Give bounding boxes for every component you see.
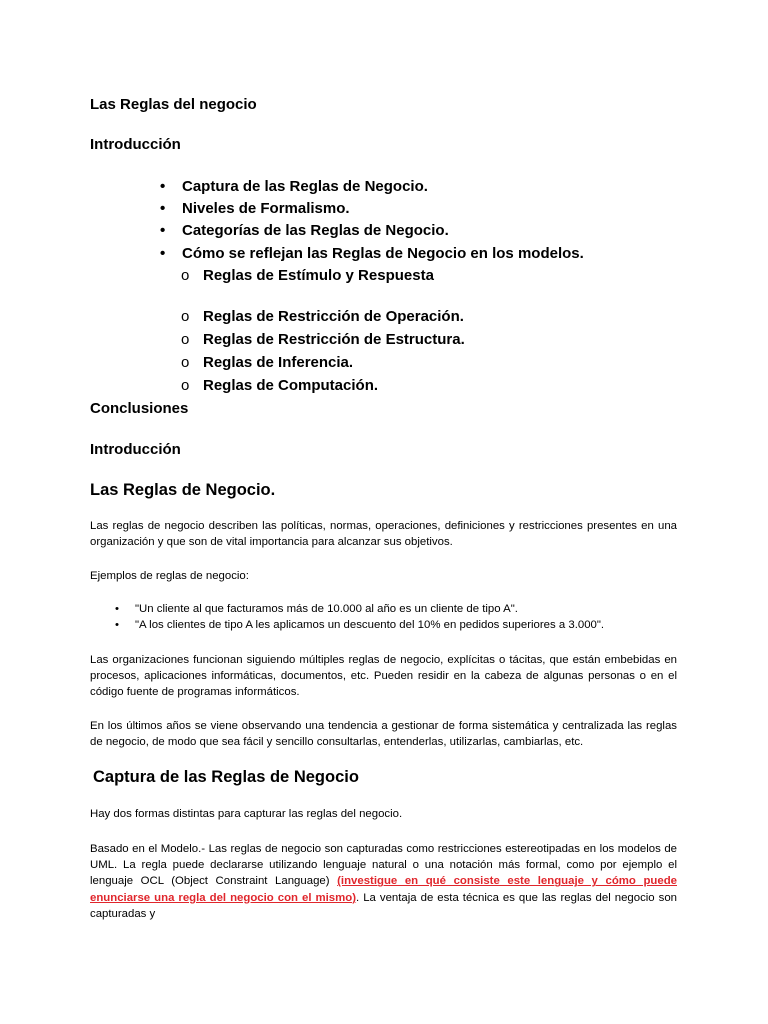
intro-heading: Introducción	[90, 441, 181, 458]
toc-heading: Introducción	[90, 136, 181, 153]
paragraph: Las reglas de negocio describen las políticas, normas, operaciones, definiciones y restricciones presentes en una organización y que son de vital importancia para alcanzar sus objetivos.	[90, 520, 677, 549]
toc-item: • Cómo se reflejan las Reglas de Negocio en los modelos.	[160, 245, 584, 262]
toc-item: • Categorías de las Reglas de Negocio.	[160, 222, 449, 239]
toc-item: • Niveles de Formalismo.	[160, 200, 350, 217]
section-heading: Captura de las Reglas de Negocio	[93, 768, 359, 786]
toc-subitem: o Reglas de Restricción de Operación.	[181, 308, 464, 325]
toc-subitem: o Reglas de Estímulo y Respuesta	[181, 267, 434, 284]
paragraph: Basado en el Modelo.- Las reglas de negocio son capturadas como restricciones estereotipadas en los modelos de UML. La regla puede declararse utilizando lenguaje natural o una notación más formal, como por ejemplo el lenguaje OCL (Object Constraint Language) (investigue en qué consiste este lenguaje y cómo puede enunciarse una regla del negocio con el mismo). La ventaja de esta técnica es que las reglas del negocio son capturadas y	[90, 843, 678, 920]
section-heading: Las Reglas de Negocio.	[90, 481, 276, 499]
paragraph: En los últimos años se viene observando una tendencia a gestionar de forma sistemática y centralizada las reglas de negocio, de modo que sea fácil y sencillo consultarlas, entenderlas, utilizarlas, cambiarlas, etc.	[90, 720, 677, 749]
paragraph: Las organizaciones funcionan siguiendo múltiples reglas de negocio, explícitas o tácitas, que están embebidas en procesos, aplicaciones informáticas, documentos, etc. Pueden residir en la cabeza de algunas personas o en el código fuente de programas informáticos.	[90, 654, 677, 699]
toc-subitem: o Reglas de Computación.	[181, 377, 379, 394]
toc-item: • Captura de las Reglas de Negocio.	[160, 178, 428, 195]
paragraph: Hay dos formas distintas para capturar las reglas del negocio.	[90, 808, 403, 820]
toc-subitem: o Reglas de Inferencia.	[181, 354, 354, 371]
highlighted-instruction: (investigue en qué consiste este lenguaje y cómo puede enunciarse una regla del negocio con el mismo)	[90, 875, 677, 904]
examples-label: Ejemplos de reglas de negocio:	[90, 570, 249, 582]
conclusions-heading: Conclusiones	[90, 400, 189, 417]
toc-subitem: o Reglas de Restricción de Estructura.	[181, 331, 465, 348]
example-item: • "Un cliente al que facturamos más de 10.000 al año es un cliente de tipo A".	[115, 603, 518, 615]
document-title: Las Reglas del negocio	[90, 96, 257, 113]
example-item: • "A los clientes de tipo A les aplicamos un descuento del 10% en pedidos superiores a 3.000".	[115, 619, 605, 631]
